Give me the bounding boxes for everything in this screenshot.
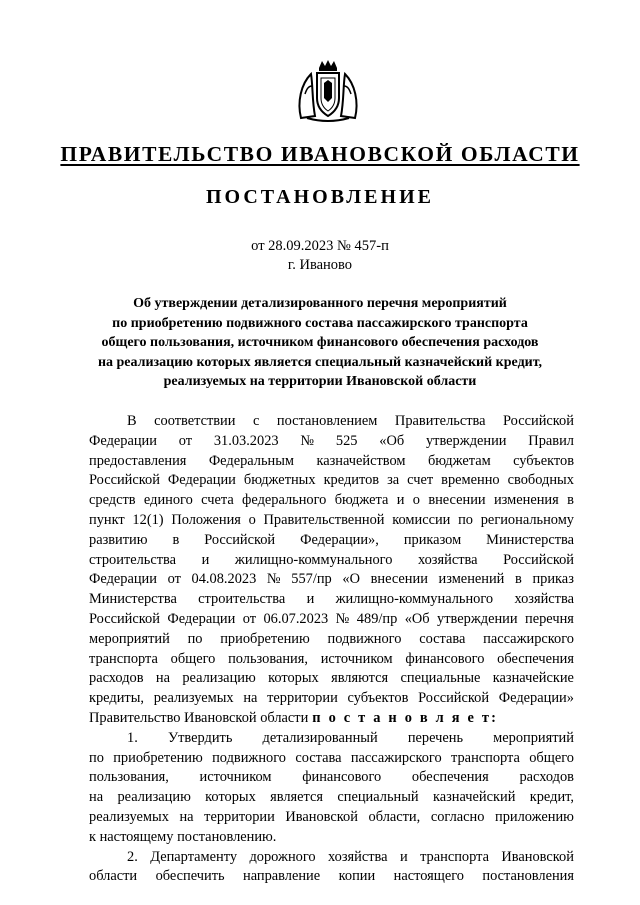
- word: 06.07.2023: [263, 610, 329, 627]
- word: пользования,: [228, 650, 308, 667]
- word: состава: [419, 630, 466, 647]
- word: направление: [243, 868, 321, 885]
- word: и: [306, 591, 315, 608]
- word: являются: [331, 670, 389, 687]
- word: обеспечения: [411, 769, 489, 786]
- word: 1.: [127, 729, 138, 746]
- word: приложению: [495, 808, 574, 825]
- word: согласно: [430, 808, 485, 825]
- word: комиссии: [392, 511, 451, 528]
- word: изменения: [493, 492, 559, 509]
- word: в: [172, 531, 180, 548]
- word: приобретению: [220, 630, 310, 647]
- body-line: [89, 749, 574, 769]
- word: №: [266, 571, 281, 588]
- word: реализацию: [117, 789, 191, 806]
- word: №: [335, 610, 350, 627]
- word: от: [178, 432, 193, 449]
- word: казначейством: [316, 452, 406, 469]
- heading-line: по приобретению подвижного состава пассажирского транспорта: [112, 315, 528, 331]
- word: строительства: [89, 551, 177, 568]
- word: утверждении: [425, 432, 507, 449]
- word: области: [89, 868, 138, 885]
- word: о: [248, 511, 256, 528]
- word: субъектов: [347, 690, 409, 707]
- coat-of-arms-emblem: [293, 58, 363, 124]
- word: 12(1): [132, 511, 164, 528]
- word: подвижного: [212, 749, 286, 766]
- word: Федеральным: [208, 452, 295, 469]
- resolution-line: [89, 709, 574, 729]
- word: и: [399, 848, 408, 865]
- word: дорожного: [249, 848, 316, 865]
- word: реализуемых: [89, 808, 169, 825]
- word: специальный: [337, 789, 419, 806]
- word: на: [179, 808, 194, 825]
- word: федерального: [242, 492, 327, 509]
- body-line: [89, 452, 574, 472]
- resolution-verb: п о с т а н о в л я е т:: [312, 709, 499, 726]
- word: хозяйства: [514, 591, 574, 608]
- word: развитию: [89, 531, 148, 548]
- word: о: [412, 492, 420, 509]
- body-line: [89, 768, 574, 788]
- word: мероприятий: [89, 630, 170, 647]
- word: утверждении: [437, 610, 518, 627]
- word: с: [253, 413, 260, 429]
- word: Российской: [204, 531, 276, 548]
- word: финансового: [302, 769, 382, 786]
- word: казначейский: [432, 789, 516, 806]
- body-line: [89, 867, 574, 887]
- word: постановления: [482, 868, 574, 885]
- word: 31.03.2023: [213, 432, 279, 449]
- body-line: [89, 471, 574, 491]
- word: единого: [143, 492, 193, 509]
- word: копии: [338, 868, 376, 885]
- word: строительства: [198, 591, 286, 608]
- word: настоящего: [393, 868, 464, 885]
- word: Федерации: [167, 472, 236, 489]
- word: соответствии: [154, 413, 236, 429]
- body-line: [89, 432, 574, 452]
- body-line: [89, 511, 574, 531]
- word: предоставления: [89, 452, 187, 469]
- word: Федерации»: [498, 690, 574, 707]
- document-type: ПОСТАНОВЛЕНИЕ: [206, 186, 434, 208]
- word: Федерации: [89, 432, 157, 449]
- word: жилищно-коммунального: [234, 551, 393, 568]
- word: бюджета: [334, 492, 389, 509]
- word: Положения: [171, 511, 241, 528]
- word: Российской: [89, 610, 160, 627]
- body-line: [89, 610, 574, 630]
- word: состава: [295, 749, 342, 766]
- word: и: [201, 551, 210, 568]
- word: по: [187, 630, 203, 647]
- word: №: [300, 432, 315, 449]
- government-title: ПРАВИТЕЛЬСТВО ИВАНОВСКОЙ ОБЛАСТИ: [60, 142, 580, 166]
- word: перечня: [525, 610, 574, 627]
- word: 04.08.2023: [191, 571, 257, 588]
- word: внесении: [428, 492, 486, 509]
- word: транспорта: [89, 650, 158, 667]
- word: региональному: [480, 511, 574, 528]
- word: пассажирского: [483, 630, 574, 647]
- word: 557/пр: [291, 571, 332, 588]
- body-line: к настоящему постановлению.: [89, 828, 277, 845]
- word: кредиты,: [89, 690, 144, 707]
- word: перечень: [407, 729, 464, 746]
- word: пользования,: [89, 769, 169, 786]
- word: хозяйства: [328, 848, 388, 865]
- word: общего: [529, 749, 574, 766]
- body-line: [89, 788, 574, 808]
- word: финансового: [405, 650, 485, 667]
- body-line: [89, 630, 574, 650]
- word: в: [515, 571, 522, 588]
- word: обеспечить: [155, 868, 225, 885]
- word: пункт: [89, 511, 125, 528]
- word: 2.: [127, 848, 138, 865]
- word: реализацию: [182, 670, 256, 687]
- word: Департаменту: [150, 848, 238, 865]
- word: изменений: [438, 571, 505, 588]
- word: по: [458, 511, 474, 528]
- word: внесении: [370, 571, 428, 588]
- word: является: [270, 789, 324, 806]
- word: счет: [407, 472, 434, 489]
- word: субъектов: [513, 452, 574, 469]
- document-heading: [80, 294, 560, 392]
- word: и: [396, 492, 405, 509]
- word: Утвердить: [167, 729, 233, 746]
- word: источником: [199, 769, 272, 786]
- word: общего: [170, 650, 216, 667]
- word: на: [89, 789, 104, 806]
- word: в: [567, 492, 574, 509]
- word: приказ: [532, 571, 574, 588]
- word: транспорта: [420, 848, 489, 865]
- body-line: [89, 551, 574, 571]
- word: жилищно-коммунального: [335, 591, 494, 608]
- word: подвижного: [327, 630, 402, 647]
- word: приказом: [403, 531, 462, 548]
- city: г. Иваново: [287, 257, 353, 273]
- word: приобретению: [113, 749, 203, 766]
- word: средств: [89, 492, 136, 509]
- word: Федерации»,: [300, 531, 379, 548]
- word: Правил: [528, 432, 574, 449]
- word: территории: [204, 808, 275, 825]
- word: территории: [267, 690, 338, 707]
- word: реализуемых: [153, 690, 234, 707]
- body-line: [89, 669, 574, 689]
- body-line: [89, 650, 574, 670]
- word: Российской: [503, 413, 574, 429]
- word: Федерации: [89, 571, 157, 588]
- word: Российской: [418, 690, 490, 707]
- word: которых: [268, 670, 319, 687]
- word: «Об: [379, 432, 405, 449]
- body-line: [89, 808, 574, 828]
- word: временно: [441, 472, 500, 489]
- word: бюджетных: [243, 472, 316, 489]
- word: расходов: [89, 670, 144, 687]
- word: счета: [201, 492, 234, 509]
- word: от: [167, 571, 181, 588]
- word: В: [127, 413, 137, 429]
- word: 525: [335, 432, 358, 449]
- word: 489/пр: [356, 610, 398, 627]
- resolution-subject: Правительство Ивановской области: [89, 709, 309, 726]
- word: кредитов: [323, 472, 380, 489]
- body-line: [89, 848, 574, 868]
- heading-line: Об утверждении детализированного перечня мероприятий: [133, 296, 507, 311]
- word: Правительства: [394, 413, 486, 429]
- word: за: [387, 472, 400, 489]
- word: детализированный: [262, 729, 378, 746]
- word: бюджетам: [427, 452, 491, 469]
- word: пассажирского: [350, 749, 442, 766]
- word: на: [243, 690, 258, 707]
- word: кредит,: [529, 789, 574, 806]
- word: транспорта: [451, 749, 520, 766]
- heading-line: на реализацию которых является специальный казначейский кредит,: [97, 354, 543, 370]
- word: хозяйства: [417, 551, 478, 568]
- document-body: [89, 412, 574, 887]
- word: Ивановской: [285, 808, 358, 825]
- word: Российской: [503, 551, 574, 568]
- word: которых: [205, 789, 256, 806]
- word: Российской: [89, 472, 160, 489]
- heading-line: общего пользования, источником финансового обеспечения расходов: [101, 335, 539, 351]
- word: области,: [368, 808, 421, 825]
- body-line: [89, 729, 574, 749]
- word: Правительственной: [263, 511, 385, 528]
- body-line: [89, 689, 574, 709]
- body-line: [89, 531, 574, 551]
- word: специальные: [400, 670, 481, 687]
- word: Федерации: [167, 610, 236, 627]
- word: по: [89, 749, 104, 766]
- date-number: от 28.09.2023 № 457-п: [251, 238, 389, 254]
- word: мероприятий: [493, 729, 574, 746]
- word: постановлением: [276, 413, 378, 429]
- body-line: [89, 570, 574, 590]
- body-line: [89, 412, 574, 432]
- word: «О: [342, 571, 360, 588]
- body-line: [89, 590, 574, 610]
- body-line: [89, 491, 574, 511]
- word: расходов: [519, 769, 574, 786]
- word: обеспечения: [497, 650, 574, 667]
- word: «Об: [404, 610, 430, 627]
- word: свободных: [507, 472, 574, 489]
- word: источником: [320, 650, 393, 667]
- word: от: [242, 610, 257, 627]
- word: Министерства: [89, 591, 177, 608]
- word: Министерства: [486, 531, 574, 548]
- word: Ивановской: [501, 848, 574, 865]
- word: казначейские: [492, 670, 574, 687]
- word: на: [155, 670, 170, 687]
- heading-line: реализуемых на территории Ивановской области: [163, 374, 477, 390]
